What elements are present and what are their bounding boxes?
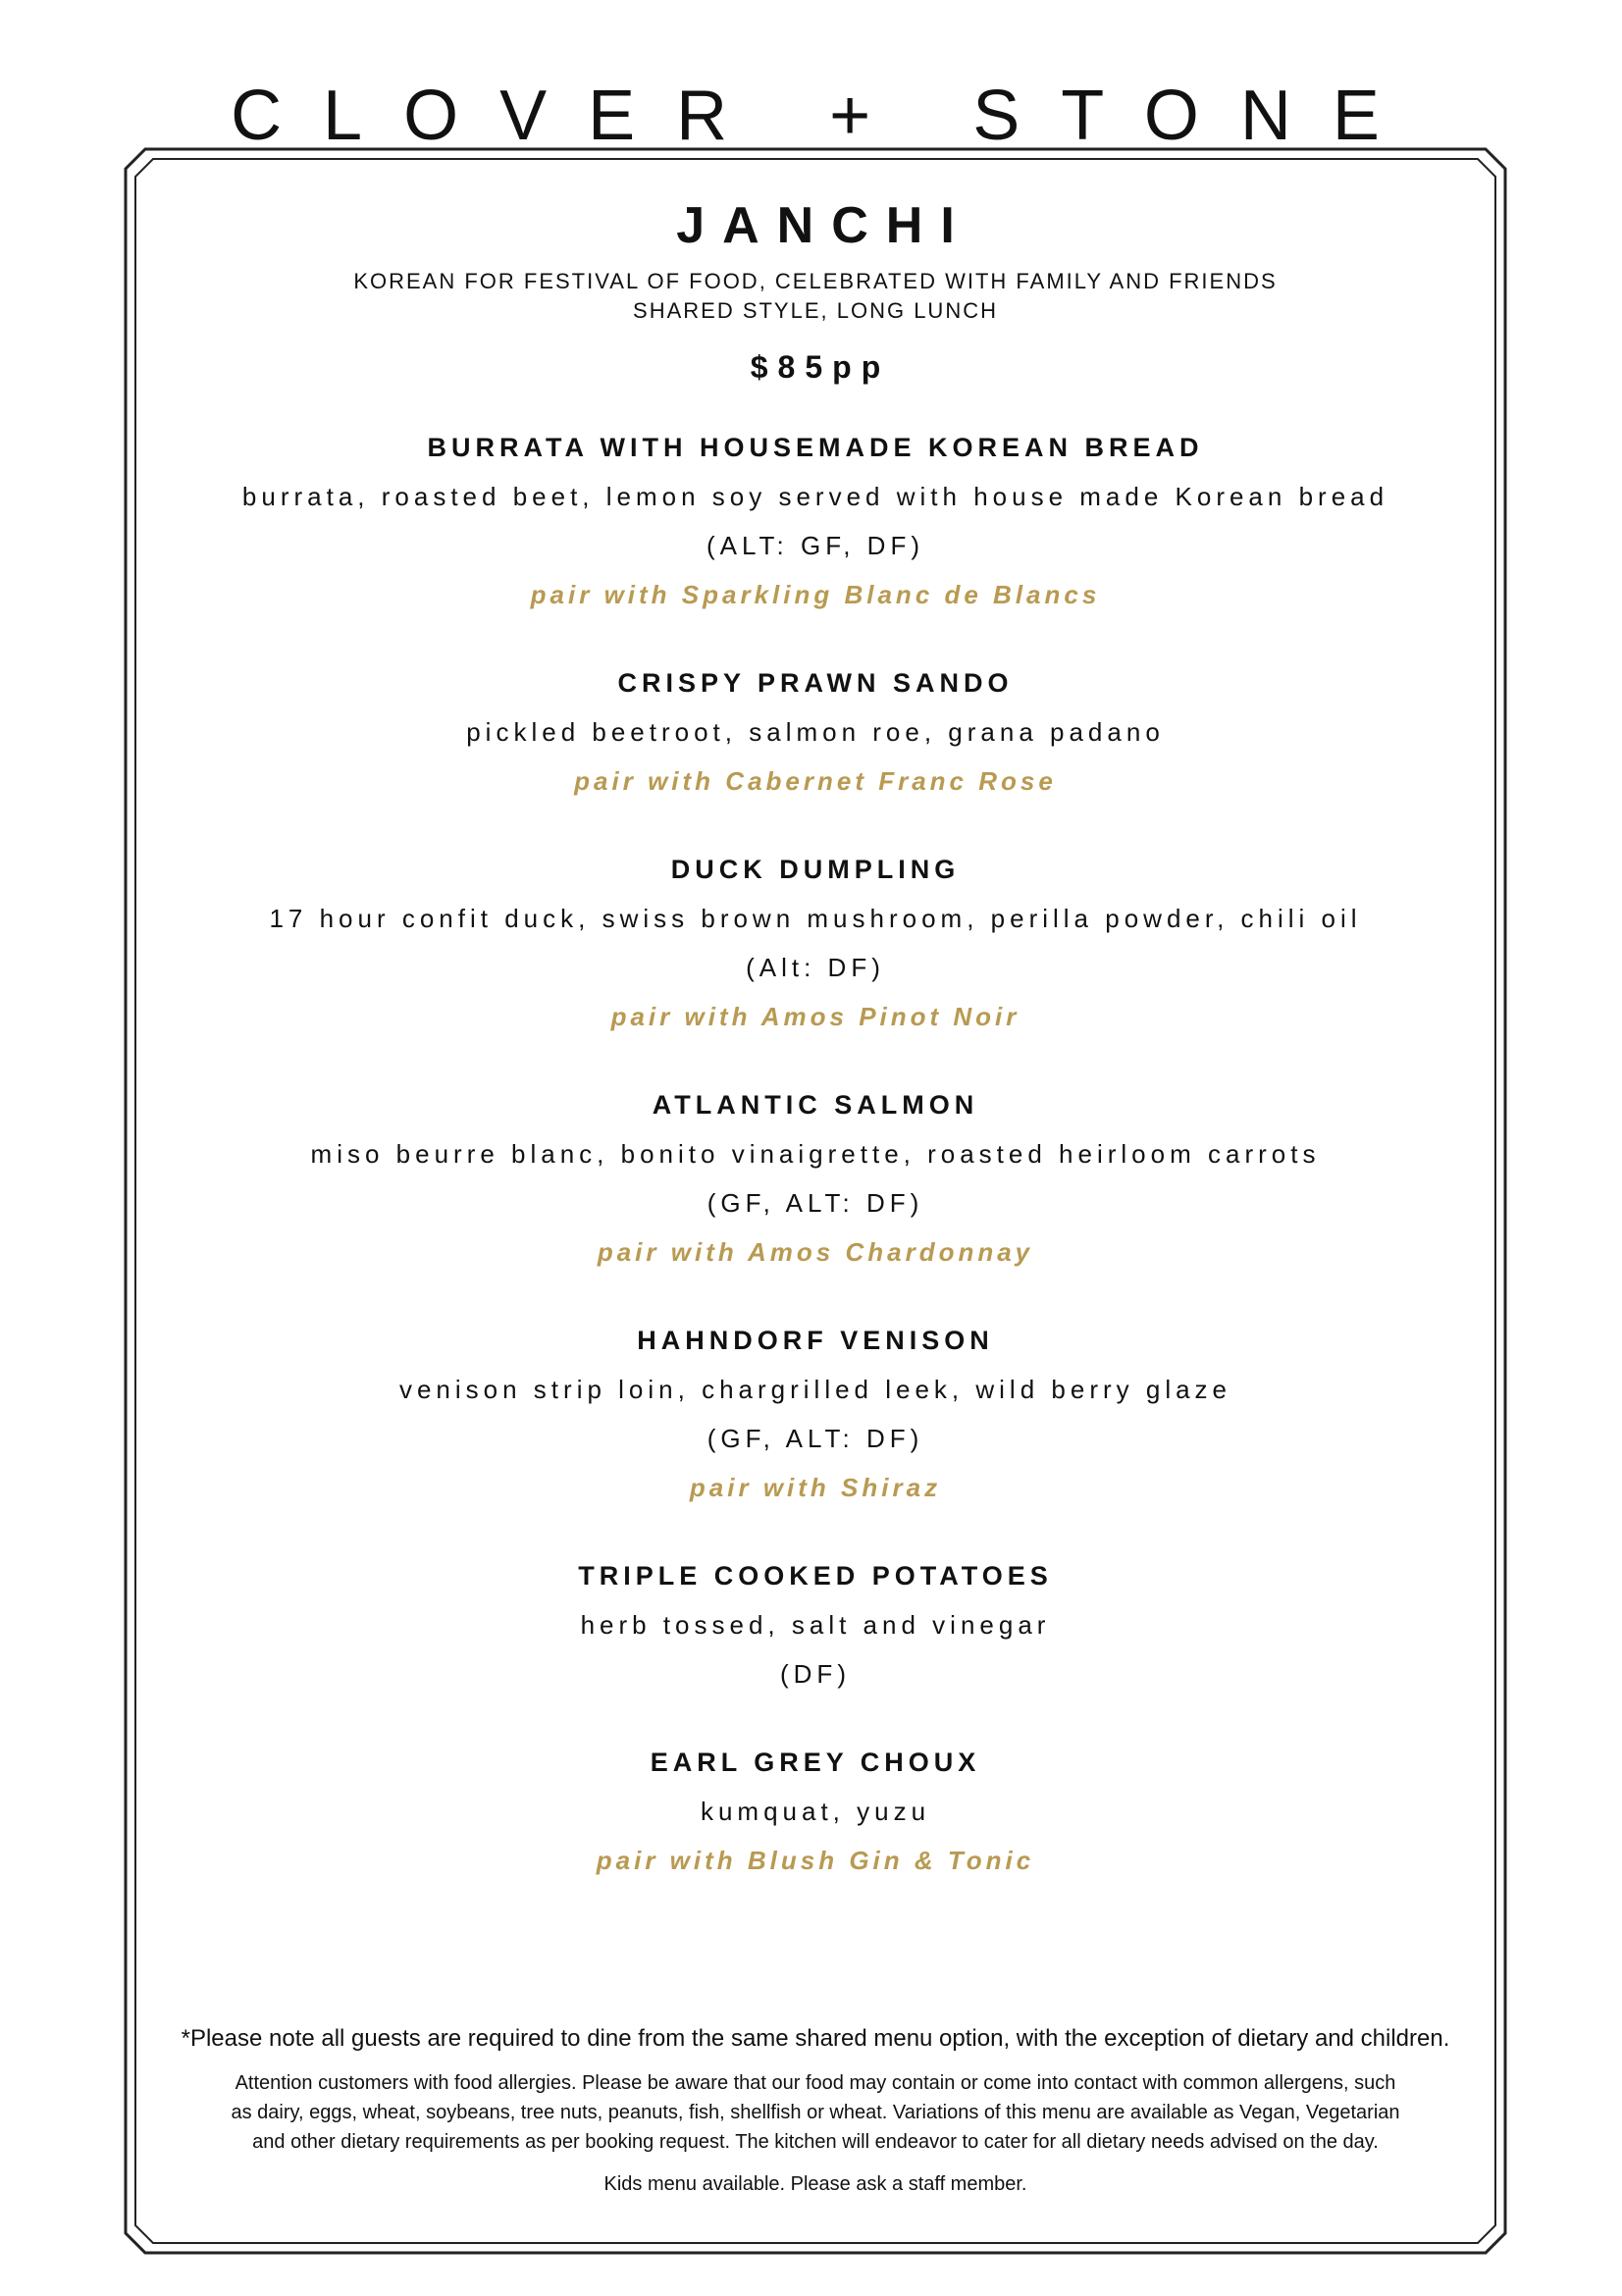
course-atlantic-salmon xyxy=(137,1087,1493,1270)
course-name: CRISPY PRAWN SANDO xyxy=(617,668,1014,698)
course-name: BURRATA WITH HOUSEMADE KOREAN BREAD xyxy=(427,433,1204,462)
course-earl-grey-choux xyxy=(137,1745,1493,1878)
course-dietary: (Alt: DF) xyxy=(746,953,885,982)
course-description: miso beurre blanc, bonito vinaigrette, roasted heirloom carrots xyxy=(310,1139,1321,1169)
shared-menu-note: *Please note all guests are required to dine from the same shared menu option, with the exception of dietary and children. xyxy=(181,2025,1450,2052)
course-description: kumquat, yuzu xyxy=(700,1797,931,1826)
course-dietary: (GF, ALT: DF) xyxy=(706,1188,924,1218)
course-prawn-sando xyxy=(137,665,1493,799)
brand-title: CLOVER + STONE xyxy=(231,77,1421,155)
allergy-line: Attention customers with food allergies. Please be aware that our food may contain or come into contact with common allergens, such xyxy=(235,2072,1396,2094)
kids-menu-note: Kids menu available. Please ask a staff member. xyxy=(603,2173,1027,2195)
course-dietary: (DF) xyxy=(780,1659,851,1689)
course-name: HAHNDORF VENISON xyxy=(637,1326,994,1355)
course-triple-cooked-potatoes xyxy=(137,1558,1493,1692)
course-pairing: pair with Amos Chardonnay xyxy=(597,1237,1034,1267)
course-name: TRIPLE COOKED POTATOES xyxy=(578,1561,1053,1591)
subtitle-line: SHARED STYLE, LONG LUNCH xyxy=(633,298,998,323)
course-description: pickled beetroot, salmon roe, grana padano xyxy=(466,717,1165,747)
course-dietary: (GF, ALT: DF) xyxy=(706,1424,924,1453)
menu-title: JANCHI xyxy=(676,197,972,254)
course-description: burrata, roasted beet, lemon soy served with house made Korean bread xyxy=(241,482,1389,511)
course-description: venison strip loin, chargrilled leek, wild berry glaze xyxy=(398,1375,1232,1404)
course-hahndorf-venison xyxy=(137,1323,1493,1505)
course-name: EARL GREY CHOUX xyxy=(650,1748,981,1777)
menu-content xyxy=(137,196,1493,1931)
menu-subtitle xyxy=(137,267,1493,326)
course-description: 17 hour confit duck, swiss brown mushroom, perilla powder, chili oil xyxy=(269,904,1362,933)
course-pairing: pair with Blush Gin & Tonic xyxy=(596,1846,1035,1875)
course-pairing: pair with Amos Pinot Noir xyxy=(610,1002,1020,1031)
course-pairing: pair with Cabernet Franc Rose xyxy=(574,766,1057,796)
course-duck-dumpling xyxy=(137,852,1493,1034)
course-list xyxy=(137,430,1493,1878)
menu-notes xyxy=(137,2023,1493,2198)
course-burrata xyxy=(137,430,1493,612)
course-description: herb tossed, salt and vinegar xyxy=(580,1610,1051,1640)
course-dietary: (ALT: GF, DF) xyxy=(706,531,924,560)
course-pairing: pair with Sparkling Blanc de Blancs xyxy=(530,580,1101,609)
course-name: ATLANTIC SALMON xyxy=(652,1090,979,1120)
course-name: DUCK DUMPLING xyxy=(670,855,961,884)
allergy-line: and other dietary requirements as per booking request. The kitchen will endeavor to cater for all dietary needs advised on the day. xyxy=(252,2131,1379,2153)
allergy-line: as dairy, eggs, wheat, soybeans, tree nuts, peanuts, fish, shellfish or wheat. Variations of this menu are available as Vegan, Vegetarian xyxy=(231,2102,1400,2123)
menu-price: $85pp xyxy=(750,349,891,385)
course-pairing: pair with Shiraz xyxy=(689,1473,942,1502)
subtitle-line: KOREAN FOR FESTIVAL OF FOOD, CELEBRATED WITH FAMILY AND FRIENDS xyxy=(353,269,1278,293)
allergy-notice xyxy=(137,2068,1493,2157)
